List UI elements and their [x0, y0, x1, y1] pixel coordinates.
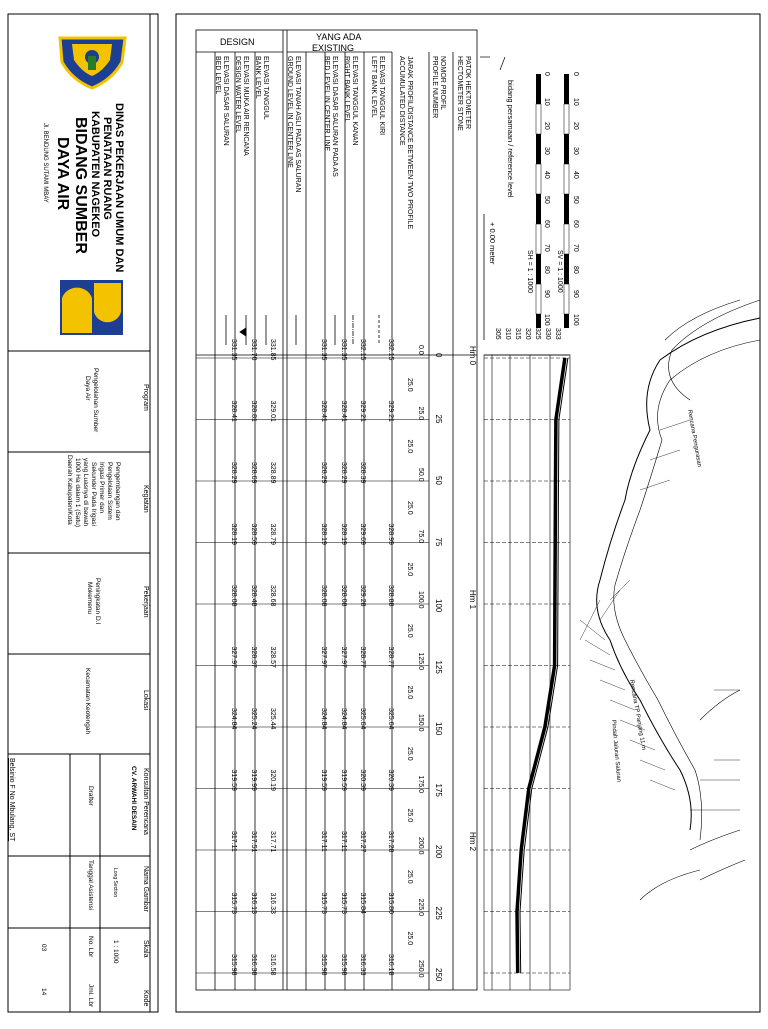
- plan-label-tp: Rencana TP Panjang 11 m: [628, 679, 647, 751]
- horizontal-scale-bar: [536, 74, 541, 328]
- station-ground: 315.98: [320, 954, 327, 976]
- station-segment-distance: 25.0: [406, 808, 413, 823]
- station-segment-distance: 25.0: [406, 378, 413, 392]
- existing-header-1: YANG ADA: [316, 32, 362, 42]
- legend-headers: [220, 32, 361, 53]
- station-dwl: 331.70: [250, 339, 257, 361]
- station-chainage: 50: [434, 476, 443, 485]
- legend-profile-2: PROFILE NUMBER: [431, 56, 438, 119]
- legend-ground-2: GROUND LEVEL IN CENTER LINE: [286, 56, 293, 168]
- elev-tick-330: 330: [544, 328, 551, 340]
- elev-tick-325: 325: [534, 328, 541, 340]
- station-chainage: 125: [434, 660, 443, 674]
- v-tick-30: 30: [572, 147, 579, 155]
- v-tick-10: 10: [572, 98, 579, 106]
- station-segment-distance: 25.0: [406, 931, 413, 946]
- station-bed: 328.19: [230, 523, 237, 545]
- plan-view: [580, 300, 760, 900]
- station-rbank: 329.21: [359, 400, 366, 422]
- header-kegiatan: Kegiatan: [142, 485, 149, 513]
- station-bank: 329.01: [269, 400, 276, 422]
- station-lbank: 317.28: [387, 831, 394, 853]
- legend-profile-1: NOMOR PROFIL: [439, 56, 446, 111]
- legend-bed-2: BED LEVEL: [214, 56, 221, 95]
- station-segment-distance: 25.0: [406, 685, 413, 700]
- program-line-2: Daya Air: [84, 376, 91, 401]
- legend-right-bank-2: RIGHT BANK LEVEL: [343, 56, 350, 123]
- station-chainage: 175: [434, 783, 443, 797]
- station-segment-distance: 25.0: [406, 624, 413, 638]
- station-dwl: 317.51: [250, 831, 257, 853]
- legend-bed-1: ELEVASI DASAR SALURAN: [222, 56, 229, 146]
- station-ground: 328.19: [320, 523, 327, 545]
- drafter-label: Drafter: [87, 786, 94, 806]
- legend-right-bank-1: ELEVASI TANGGUL KANAN: [351, 56, 358, 146]
- station-bed: 327.97: [230, 646, 237, 668]
- station-dwl: 328.59: [250, 523, 257, 545]
- vertical-scale-label: SV = 1 : 1000: [556, 250, 563, 293]
- design-header: DESIGN: [220, 37, 255, 47]
- station-bed: 328.41: [230, 400, 237, 422]
- kegiatan-line-4: Sekunder Pada Irigasi: [90, 462, 97, 526]
- v-tick-90: 90: [572, 290, 579, 298]
- station-dwl: 328.37: [250, 646, 257, 668]
- station-chainage: 225: [434, 906, 443, 920]
- station-rbank: 315.84: [359, 892, 366, 914]
- station-rbank: 320.39: [359, 769, 366, 791]
- h-tick-80: 80: [543, 266, 550, 274]
- station-dwl: 316.38: [250, 954, 257, 976]
- legend-ground-1: ELEVASI TANAH ASLI PADA AS SALURAN: [294, 56, 301, 193]
- v-tick-60: 60: [572, 220, 579, 228]
- existing-header-2: EXISTING: [312, 43, 355, 53]
- station-bed: 319.59: [230, 769, 237, 791]
- skala-value: 1 : 1000: [112, 940, 119, 964]
- station-bed_cl: 315.98: [340, 954, 347, 976]
- jml-lbr-label: Jml. Lbr: [87, 984, 94, 1008]
- header-skala: Skala: [142, 940, 149, 958]
- hectometer-marks: [468, 346, 477, 852]
- kegiatan-line-7: Daerah Kabupaten/Kota: [66, 455, 73, 525]
- agency-line-3: KABUPATEN NAGEKEO: [89, 111, 101, 238]
- plan-labels: [610, 409, 702, 782]
- v-tick-50: 50: [572, 196, 579, 204]
- h-tick-60: 60: [543, 220, 550, 228]
- h-tick-70: 70: [543, 244, 550, 252]
- station-bank: 317.71: [269, 831, 276, 853]
- station-accum-distance: 100.0: [417, 591, 424, 609]
- station-bed: 315.73: [230, 892, 237, 914]
- station-bank: 331.85: [269, 339, 276, 361]
- station-dwl: 328.69: [250, 462, 257, 484]
- station-ground: 324.84: [320, 708, 327, 730]
- station-values: [230, 339, 443, 982]
- station-lbank: 329.21: [387, 400, 394, 422]
- station-accum-distance: 75.0: [417, 529, 424, 544]
- no-lbr-value: 03: [40, 944, 47, 952]
- v-tick-20: 20: [572, 122, 579, 130]
- legend-distance-2: ACCUMULATED DISTANCE: [398, 56, 405, 146]
- reference-level-label: bidang persamaan / reference level: [506, 80, 515, 198]
- h-tick-10: 10: [543, 98, 550, 106]
- hm-2: Hm 2: [468, 832, 477, 852]
- station-bed_cl: 324.84: [340, 708, 347, 730]
- legend-left-bank-2: LEFT BANK LEVEL: [370, 56, 377, 118]
- lokasi-value: Kecamatan Keotengah: [84, 668, 91, 735]
- station-ground: 328.08: [320, 585, 327, 607]
- hm-1: Hm 1: [468, 590, 477, 610]
- station-bed_cl: 319.59: [340, 769, 347, 791]
- kegiatan-line-1: Pengembangan dan: [114, 462, 121, 521]
- header-kode: Kode: [142, 990, 149, 1007]
- station-accum-distance: 0.0: [417, 345, 424, 355]
- station-rbank: 328.39: [359, 462, 366, 484]
- h-tick-20: 20: [543, 122, 550, 130]
- header-program: Program: [142, 384, 149, 411]
- elev-tick-333: 333: [554, 328, 561, 340]
- station-bank: 325.44: [269, 708, 276, 730]
- scale-bars: [526, 72, 579, 328]
- station-lbank: 315.80: [387, 892, 394, 914]
- station-chainage: 25: [434, 414, 443, 424]
- station-ground: 328.41: [320, 400, 327, 422]
- station-bed: 328.29: [230, 462, 237, 484]
- station-bed_cl: 328.29: [340, 462, 347, 484]
- header-nama-gambar: Nama Gambar: [142, 866, 149, 912]
- legend-bed-cl-1: ELEVASI DASAR SALURAN PADA AS: [331, 56, 338, 177]
- agency-name: [42, 103, 125, 272]
- regency-emblem-logo: [60, 38, 125, 88]
- legend-left-bank-1: ELEVASI TANGGUL KIRI: [378, 56, 385, 136]
- legend-dwl-2: DESIGN WATER LEVEL: [234, 56, 241, 134]
- v-tick-70: 70: [572, 244, 579, 252]
- h-tick-90: 90: [543, 290, 550, 298]
- station-segment-distance: 25.0: [406, 562, 413, 577]
- station-bed: 328.08: [230, 585, 237, 607]
- profile-lines: [517, 358, 568, 973]
- station-bank: 328.57: [269, 646, 276, 668]
- tanggal-label: Tanggal Asistensi: [87, 860, 94, 911]
- pekerjaan-line-1: Peningkatan D.I: [94, 578, 101, 625]
- station-chainage: 75: [434, 537, 443, 547]
- station-dwl: 325.24: [250, 708, 257, 730]
- datum-label: + 0.00 meter: [488, 222, 497, 265]
- station-accum-distance: 25.0: [417, 406, 424, 421]
- elev-tick-305: 305: [494, 328, 501, 340]
- header-konsultan: Konsultan Perencana: [142, 768, 149, 835]
- legend-hectometer-1: PATOK HEKTOMETER: [464, 56, 471, 129]
- station-bank: 328.79: [269, 523, 276, 545]
- public-works-logo: [60, 280, 123, 335]
- vertical-scale-bar: [564, 74, 569, 328]
- kegiatan-line-3: Irigasi Primer dan: [98, 462, 105, 513]
- hm-0: Hm 0: [468, 346, 477, 366]
- station-bed_cl: 328.19: [340, 523, 347, 545]
- station-accum-distance: 150.0: [417, 714, 424, 732]
- station-ground: 315.73: [320, 892, 327, 914]
- h-tick-30: 30: [543, 147, 550, 155]
- water-level-triangle-icon: [240, 328, 246, 336]
- v-tick-100: 100: [572, 314, 579, 326]
- station-bed_cl: 331.35: [340, 339, 347, 361]
- station-accum-distance: 50.0: [417, 468, 424, 482]
- station-bank: 328.89: [269, 462, 276, 484]
- h-tick-40: 40: [543, 171, 550, 179]
- station-lbank: 316.18: [387, 954, 394, 976]
- station-ground: 327.97: [320, 646, 327, 668]
- station-rbank: 325.64: [359, 708, 366, 730]
- station-bed_cl: 315.73: [340, 892, 347, 914]
- station-bed: 324.84: [230, 708, 237, 730]
- station-bed_cl: 317.11: [340, 831, 347, 852]
- reference-level: [480, 57, 515, 340]
- station-chainage: 200: [434, 845, 443, 859]
- division-line-2: DAYA AIR: [54, 137, 71, 211]
- station-bank: 320.19: [269, 769, 276, 791]
- station-bank: 328.68: [269, 585, 276, 607]
- station-rbank: 329.28: [359, 585, 366, 607]
- elevation-axis: [484, 328, 570, 355]
- elev-tick-315: 315: [514, 328, 521, 340]
- station-ground: 328.29: [320, 462, 327, 484]
- v-tick-40: 40: [572, 171, 579, 179]
- legend-hectometer-2: HECTOMETER STONE: [456, 56, 463, 131]
- station-chainage: 150: [434, 722, 443, 736]
- station-dwl: 328.48: [250, 585, 257, 607]
- elev-tick-310: 310: [504, 328, 511, 340]
- station-lbank: 328.88: [387, 585, 394, 607]
- legend-rows: [214, 56, 471, 230]
- station-segment-distance: 25.0: [406, 747, 413, 761]
- v-tick-80: 80: [572, 266, 579, 274]
- station-rbank: 329.69: [359, 523, 366, 545]
- legend-symbols: [226, 315, 379, 345]
- station-bed: 331.35: [230, 339, 237, 361]
- no-lbr-label: No. Lbr: [87, 936, 94, 958]
- station-accum-distance: 175.0: [417, 775, 424, 794]
- station-rbank: 328.77: [359, 646, 366, 668]
- station-bank: 316.58: [269, 954, 276, 976]
- station-ground: 317.11: [320, 831, 327, 852]
- legend-dwl-1: ELEVASI MUKA AIR RENCANA: [242, 56, 249, 156]
- station-lbank: 332.15: [387, 339, 394, 361]
- station-bed_cl: 328.08: [340, 585, 347, 607]
- jml-lbr-value: 14: [40, 988, 47, 996]
- v-tick-0: 0: [572, 72, 579, 76]
- plan-label-pengurasan: Rencana Pengurasan: [686, 409, 703, 468]
- station-segment-distance: 25.0: [406, 439, 413, 454]
- station-accum-distance: 125.0: [417, 652, 424, 671]
- legend-bank-1: ELEVASI TANGGUL: [262, 56, 269, 120]
- station-bed: 317.11: [230, 831, 237, 852]
- title-block-headers: [142, 384, 149, 1006]
- station-bank: 316.33: [269, 892, 276, 914]
- plan-label-pindah: Pindah Jaluran Saluran: [610, 719, 622, 783]
- legend-distance-1: JARAK PROFIL/DISTANCE BETWEEN TWO PROFILE: [406, 56, 413, 230]
- agency-line-2: PENATAAN RUANG: [101, 117, 113, 220]
- station-accum-distance: 250.0: [417, 960, 424, 978]
- program-line-1: Pengelolahan Sumber: [92, 368, 99, 433]
- main-frame: [176, 14, 760, 1012]
- header-lokasi: Lokasi: [142, 690, 149, 711]
- header-pekerjaan: Pekerjaan: [142, 586, 149, 618]
- agency-line-1: DINAS PEKERJAAN UMUM DAN: [113, 103, 125, 273]
- h-tick-50: 50: [543, 196, 550, 204]
- station-ground: 331.35: [320, 339, 327, 361]
- station-lbank: 328.99: [387, 523, 394, 545]
- station-accum-distance: 225.0: [417, 898, 424, 917]
- kegiatan-line-2: Pengelolaan Sistem: [106, 462, 113, 520]
- station-bed: 315.98: [230, 954, 237, 976]
- h-tick-0: 0: [543, 72, 550, 76]
- station-bed_cl: 328.41: [340, 400, 347, 422]
- station-bed_cl: 327.97: [340, 646, 347, 668]
- konsultan-value: CV. ARWAHI DESAIN: [130, 766, 137, 831]
- station-lbank: 320.39: [387, 769, 394, 791]
- station-segment-distance: 25.0: [406, 870, 413, 884]
- legend-bed-cl-2: BED LEVEL IN CENTER LINE: [323, 56, 330, 152]
- station-lbank: 328.77: [387, 646, 394, 668]
- elev-tick-320: 320: [524, 328, 531, 340]
- horizontal-scale-label: SH = 1 : 1000: [526, 250, 533, 294]
- station-chainage: 0: [434, 353, 443, 358]
- station-lbank: 325.64: [387, 708, 394, 730]
- station-ground: 319.59: [320, 769, 327, 791]
- station-rbank: 332.15: [359, 339, 366, 361]
- station-rbank: 316.33: [359, 954, 366, 976]
- station-rbank: 317.27: [359, 831, 366, 853]
- title-block-values: [8, 368, 137, 1008]
- station-chainage: 250: [434, 968, 443, 982]
- pekerjaan-line-2: Mokemenu: [86, 582, 93, 615]
- legend-bank-2: BANK LEVEL: [254, 56, 261, 99]
- h-tick-100: 100: [543, 314, 550, 326]
- station-accum-distance: 200.0: [417, 837, 424, 855]
- station-dwl: 316.13: [250, 892, 257, 914]
- station-dwl: 328.81: [250, 400, 257, 422]
- engineer-name: Belsinio F No Mbulang, ST: [8, 758, 15, 842]
- station-chainage: 100: [434, 599, 443, 613]
- station-segment-distance: 25.0: [406, 501, 413, 515]
- division-line-1: BIDANG SUMBER: [72, 117, 89, 254]
- station-dwl: 319.99: [250, 769, 257, 791]
- agency-address: Jl. BENDUNG SUTAMI MBAY: [42, 123, 48, 203]
- kegiatan-line-6: 1000 Ha dalam 1 (Satu): [74, 458, 81, 528]
- kegiatan-line-5: yang Luasnya di bawah: [82, 458, 89, 527]
- nama-gambar-value: Long Section: [112, 868, 118, 898]
